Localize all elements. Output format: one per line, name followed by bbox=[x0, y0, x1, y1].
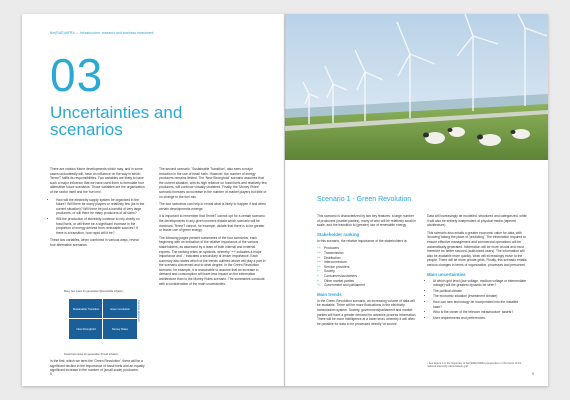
paragraph: There are various future developments which may, and in some cases undoubtedly will, have an influence on the way in which TenneT fulfils its responsibilities. Two variables are likely to have such a major influence that we have used them to formulate four alternative future scenarios. Those variables are the organization of the sector itself and the 'fuel mix'. bbox=[50, 167, 145, 194]
page-number: 8 bbox=[50, 372, 52, 376]
diagram-axis-label: Few large producers bbox=[137, 300, 140, 322]
list-item: • The economic situation (investment climate) bbox=[433, 294, 527, 299]
right-column-1 bbox=[317, 214, 417, 329]
left-column-2 bbox=[159, 167, 267, 289]
list-item: • At which grid level (low voltage, medium voltage or intermediate voltage) will the greatest dynamic be seen? bbox=[433, 279, 527, 288]
paragraph: It is important to remember that TenneT cannot opt for a certain scenario: the developments in any given moment dictate which scenario will be dominant. TenneT cannot, for example, dictate that there is to be greater or lesser use of green energy. bbox=[159, 214, 266, 233]
list-item: ++ Distribution bbox=[317, 255, 341, 260]
list-item: ++ Transmission bbox=[317, 250, 344, 255]
section-title: Scenario 1 - Green Revolution bbox=[317, 196, 412, 203]
book-spine bbox=[284, 14, 286, 386]
left-page bbox=[22, 14, 285, 386]
list-item: + Consumers/customers bbox=[317, 273, 357, 278]
paragraph: The second scenario, 'Sustainable Transition', also sees a major reduction in the use of fossil fuels. However, the number of energy producers remains limited. The 'New Stronghold' scenario assumes that the current situation, with its high reliance on fossil fuels and relatively few producers, will continue virtually unaltered. Finally, the 'Money Rules' scenario foresees an increase in the number of market players but little or no change to the fuel mix. bbox=[159, 167, 267, 199]
right-page bbox=[285, 14, 548, 386]
stakeholder-heading: Stakeholder ranking bbox=[317, 231, 360, 237]
list-item: • How can new technology be incorporated into the installed base? bbox=[433, 300, 527, 309]
footnote: ¹ See Figure 1 in the Summary of Net(RAD)INFRA perspective on the future of the national electricity transmission grid. bbox=[427, 362, 522, 369]
list-item: +/- Government and parliament bbox=[317, 283, 365, 288]
list-item: + Other market parties bbox=[317, 278, 355, 283]
paragraph: These two variables, when combined in various ways, reveal four alternative scenarios. bbox=[50, 238, 139, 247]
diagram-cell: Green revolution bbox=[102, 298, 138, 320]
wind-turbine-photo bbox=[285, 14, 548, 160]
list-item: ++ Interconnectors bbox=[317, 260, 347, 265]
page-header: Net(RAD)INFRA — Infrastructure, research and business investment bbox=[50, 31, 154, 35]
list-item: • The political climate bbox=[433, 289, 527, 294]
bullet-item: • How will the electricity supply system be organized in the future? Will there be many players or relatively few (as in the current situation)? Will there be just a handful of very large producers, or will there be many producers of all sizes? bbox=[56, 198, 145, 216]
paragraph: The following pages present summaries of the four scenarios, each beginning with an indication of the relative importance of the various stakeholders, as assessed by a team of both internal and external experts. The ranking relies on symbols, whereby '++' indicates a major importance and '-' indicates a secondary or lesser importance. Each summary also states which of the trends outlined above will play a part in the scenario concerned and to what degree. In the Green Revolution scenario, for example, it is reasonable to assume that an increase in demand and consumption will have less impact on the information architecture than in the Money Rules scenario. The summaries conclude with a consideration of the main uncertainties. bbox=[159, 235, 266, 286]
paragraph: Data will increasingly be modelled, structured and categorized, while it will also be entirely independent of physical media (tapered architecture). bbox=[427, 214, 527, 228]
scenario-diagram bbox=[64, 290, 142, 356]
stakeholder-list bbox=[317, 246, 417, 287]
diagram-cell: Sustainable Transition bbox=[68, 298, 104, 320]
list-item: ++ Service providers bbox=[317, 264, 350, 269]
trends-heading: Main trends bbox=[317, 291, 342, 297]
diagram-title: Many few types for generation (Renewable infrastr.) bbox=[64, 290, 124, 293]
list-item: ++ Producers bbox=[317, 246, 340, 251]
list-item: • Who is the owner of the telecom infrastructure' assets? bbox=[433, 310, 527, 315]
list-item: • User requirements and preferences. bbox=[433, 316, 527, 321]
paragraph: In the Green Revolution scenario, an increasing volume of data will be available. There will be more fluctuations in the electricity transmission system. Society, government/parliament and market parties will have a greater demand for advance-process information. There will be more intelligence at a lower level, whereby it will often be possible for data to be processed directly 'at source'. bbox=[317, 298, 417, 326]
bullet-list bbox=[50, 198, 145, 236]
diagram-cell: Money Rules bbox=[102, 318, 138, 340]
right-column-2 bbox=[427, 214, 527, 323]
diagram-footer: Fossil fuel mixes for generation (Fossil infrastr.) bbox=[64, 353, 119, 356]
left-column-1-bottom bbox=[50, 359, 145, 376]
paragraph: This scenario is characterized by two key features: a large number of producers (market parties), many of who will be relatively small in scale, and the transition to (greater) use of renewable energy. bbox=[317, 214, 416, 228]
uncertainties-heading: Main uncertainties bbox=[427, 271, 466, 277]
chapter-title: Uncertainties and scenarios bbox=[50, 103, 183, 139]
paragraph: In this scenario, the relative importance of the stakeholders is: bbox=[317, 238, 408, 243]
bullet-item: • Will the production of electricity continue to rely chiefly on fossil fuels, or will there be a significant increase in the proportion of energy derived from renewable sources? If there is a transition, how rapid will it be? bbox=[56, 217, 145, 235]
page-number: 9 bbox=[532, 372, 534, 376]
chapter-number: 03 bbox=[50, 49, 104, 101]
paragraph: This scenario also entails a greater economic value for data, with 'knowing' taking the place of 'predicting'. The information required to ensure effective management and commercial operations will be automatically generated. Information will be more crucial and must therefore be better secured (authorized users). The information will also be available more quickly. Work will increasingly move to the people. There will be more private grids. Finally, this scenario entails various changes in terms of organization, processes and personnel. bbox=[427, 230, 527, 267]
list-item: + Society bbox=[317, 269, 335, 274]
paragraph: In the first, which we term the 'Green Revolution', there will be a significant decline in the importance of fossil fuels and an equally significant increase in the number of (small-scale) producers. bbox=[50, 359, 145, 373]
diagram-cell: New Stronghold bbox=[68, 318, 104, 340]
left-column-1 bbox=[50, 167, 145, 251]
uncertainty-list bbox=[427, 279, 527, 321]
paragraph: The four scenarios can help to reveal what is likely to happen if and when certain developments emerge. bbox=[159, 202, 267, 211]
